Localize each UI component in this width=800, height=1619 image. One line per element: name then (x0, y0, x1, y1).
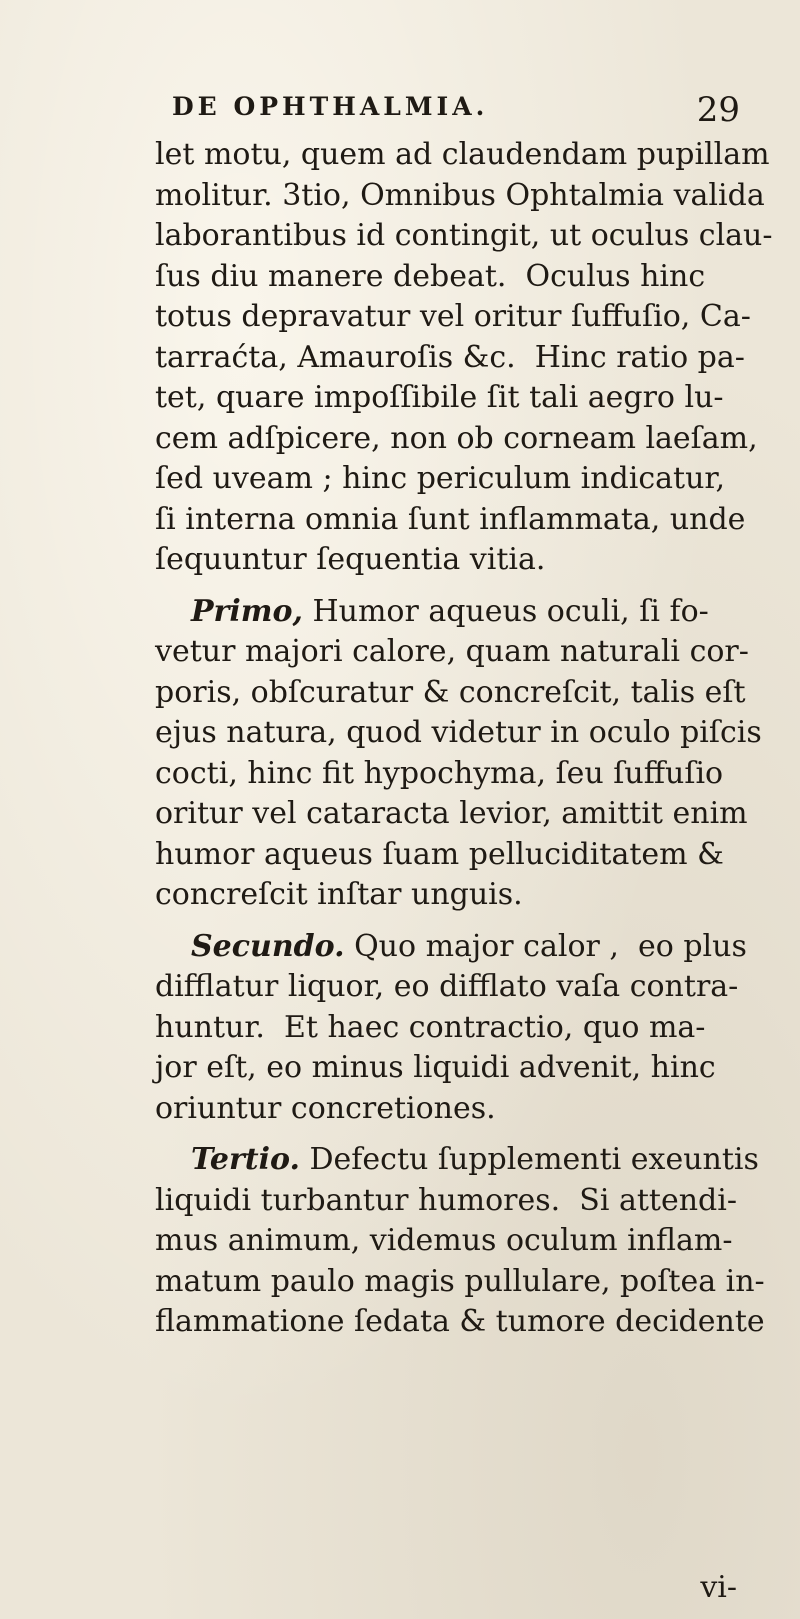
text-line: concreſcit inſtar unguis. (155, 877, 523, 912)
paragraph (155, 1140, 795, 1343)
paragraph-lead: Primo, (191, 593, 303, 629)
text-line: molitur. 3tio, Omnibus Ophtalmia valida (155, 177, 765, 213)
text-line: ſi interna omnia ſunt inflammata, unde (155, 501, 746, 537)
text-line: liquidi turbantur humores. Si attendi- (155, 1182, 737, 1218)
text-line: tarraćta, Amauroſis &c. Hinc ratio pa- (155, 339, 745, 375)
text-line: difflatur liquor, eo difflato vaſa contra- (155, 969, 739, 1004)
body-text (155, 135, 795, 1343)
text-line: flammatione ſedata & tumore decidente (155, 1304, 765, 1339)
running-head: DE OPHTHALMIA. (172, 92, 489, 121)
text-line: ſus diu manere debeat. Oculus hinc (155, 258, 706, 294)
paragraph-lead: Secundo. (191, 928, 345, 964)
text-line: ſed uveam ; hinc periculum indicatur, (155, 461, 725, 496)
text-line: humor aqueus ſuam pelluciditatem & (155, 836, 724, 872)
text-line: Secundo. Quo major calor , eo plus (191, 928, 747, 964)
text-line: let motu, quem ad claudendam pupillam (155, 137, 770, 172)
text-line: jor eſt, eo minus liquidi advenit, hinc (155, 1050, 716, 1085)
text-line: ejus natura, quod videtur in oculo piſcis (155, 715, 762, 750)
text-line: vetur majori calore, quam naturali cor- (155, 634, 749, 669)
text-line: oriuntur concretiones. (155, 1090, 496, 1126)
text-line: huntur. Et haec contractio, quo ma- (155, 1009, 706, 1045)
text-line: Primo, Humor aqueus oculi, ſi fo- (191, 593, 709, 629)
text-line: laborantibus id contingit, ut oculus clau- (155, 218, 773, 253)
text-line: Tertio. Defectu ſupplementi exeuntis (191, 1142, 759, 1177)
text-line: tet, quare impoſſibile ſit tali aegro lu- (155, 380, 724, 415)
paragraph-lead: Tertio. (191, 1142, 300, 1177)
paragraph (155, 927, 795, 1130)
text-line: poris, obſcuratur & concreſcit, talis eſt (155, 674, 746, 710)
page-header (160, 80, 740, 130)
text-line: cem adſpicere, non ob corneam laeſam, (155, 420, 758, 456)
text-line: mus animum, videmus oculum inflam- (155, 1223, 733, 1258)
paragraph (155, 592, 795, 916)
paragraph (155, 135, 795, 581)
text-line: oritur vel cataracta levior, amittit enim (155, 796, 748, 831)
text-line: totus depravatur vel oritur ſuffuſio, Ca- (155, 299, 751, 334)
text-line: matum paulo magis pullulare, poſtea in- (155, 1263, 765, 1299)
catchword: vi- (700, 1570, 737, 1605)
page-number: 29 (696, 90, 740, 130)
text-line: cocti, hinc fit hypochyma, ſeu ſuffuſio (155, 755, 724, 791)
text-line: ſequuntur ſequentia vitia. (155, 542, 546, 577)
